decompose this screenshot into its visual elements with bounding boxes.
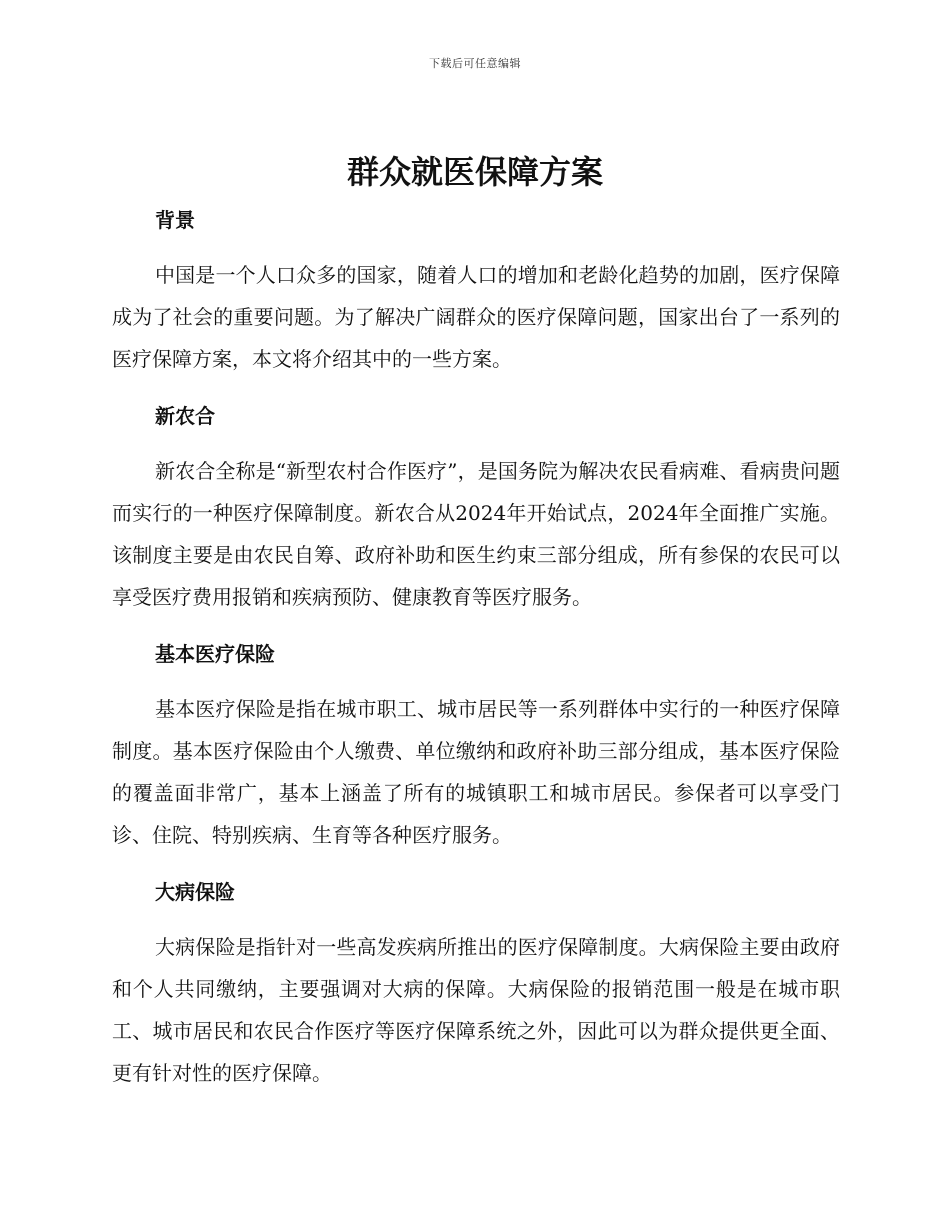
section-serious-illness-insurance [112, 872, 840, 1094]
section-paragraph: 中国是一个人口众多的国家，随着人口的增加和老龄化趋势的加剧，医疗保障成为了社会的重要问题。为了解决广阔群众的医疗保障问题，国家出台了一系列的医疗保障方案，本文将介绍其中的一些方案。 [112, 263, 840, 371]
section-paragraph: 大病保险是指针对一些高发疾病所推出的医疗保障制度。大病保险主要由政府和个人共同缴纳，主要强调对大病的保障。大病保险的报销范围一般是在城市职工、城市居民和农民合作医疗等医疗保障系统之外，因此可以为群众提供更全面、更有针对性的医疗保障。 [112, 935, 840, 1085]
header-note: 下载后可任意编辑 [429, 57, 521, 70]
section-paragraph: 新农合全称是“新型农村合作医疗”，是国务院为解决农民看病难、看病贵问题而实行的一种医疗保障制度。新农合从2024年开始试点，2024年全面推广实施。该制度主要是由农民自筹、政府补助和医生约束三部分组成，所有参保的农民可以享受医疗费用报销和疾病预防、健康教育等医疗服务。 [112, 459, 840, 609]
document-title: 群众就医保障方案 [346, 153, 603, 191]
section-heading: 基本医疗保险 [155, 642, 275, 666]
section-heading: 背景 [155, 208, 195, 232]
section-heading: 新农合 [155, 404, 215, 428]
section-new-rural-cooperative [112, 396, 840, 618]
section-paragraph: 基本医疗保险是指在城市职工、城市居民等一系列群体中实行的一种医疗保障制度。基本医疗保险由个人缴费、单位缴纳和政府补助三部分组成，基本医疗保险的覆盖面非常广，基本上涵盖了所有的城镇职工和城市居民。参保者可以享受门诊、住院、特别疾病、生育等各种医疗服务。 [112, 697, 840, 847]
section-basic-medical-insurance [112, 634, 840, 856]
section-background [112, 200, 840, 380]
section-heading: 大病保险 [155, 880, 235, 904]
document-body [112, 200, 840, 1110]
